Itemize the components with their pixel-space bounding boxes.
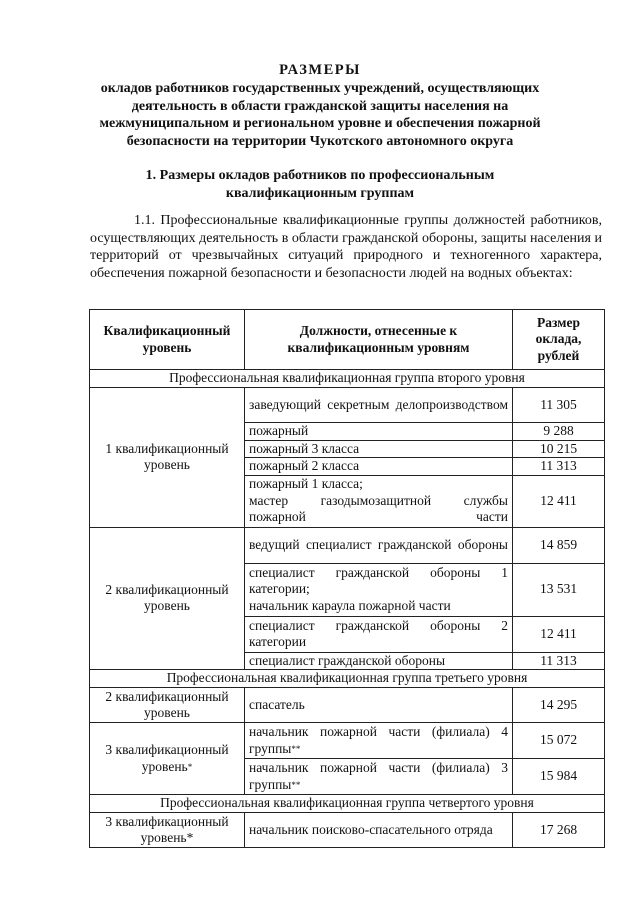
header-salary: Размер оклада, рублей [513,310,605,370]
group-row [90,795,605,813]
level-cell: 3 квалификационный уровень* [90,813,245,848]
position-cell [245,759,513,795]
group-row [90,370,605,388]
amount-cell: 14 295 [513,688,605,723]
subtitle-line: межмуниципальном и региональном уровне и обеспечения пожарной [99,116,541,131]
amount-cell: 11 313 [513,652,605,670]
group-row [90,670,605,688]
table-row [90,723,605,759]
position-cell: пожарный [245,423,513,441]
position-line: пожарный 1 класса; [249,476,363,492]
subtitle-line: деятельность в области гражданской защиты населения на [131,98,509,114]
amount-cell: 13 531 [513,563,605,616]
position-cell: спасатель [245,688,513,723]
salary-table [89,309,605,848]
section-heading-line: 1. Размеры окладов работников по профессиональным [145,168,495,183]
position-text: начальник пожарной части (филиала) 4 группы [249,724,508,756]
header-level: Квалификационный уровень [90,310,245,370]
amount-cell: 12 411 [513,616,605,652]
position-cell: заведующий секретным делопроизводством [245,388,513,423]
amount-cell: 11 313 [513,458,605,476]
position-cell: специалист гражданской обороны 2 категории [245,616,513,652]
table-row [90,688,605,723]
table-row [90,527,605,563]
position-cell [245,563,513,616]
position-cell: начальник поисково-спасательного отряда [245,813,513,848]
footnote-marker: * [187,761,193,772]
footnote-marker: ** [291,779,301,790]
position-cell [245,723,513,759]
position-cell: пожарный 2 класса [245,458,513,476]
footnote-marker: ** [291,743,301,754]
document-title: РАЗМЕРЫ [279,62,361,78]
level-cell: 2 квалификационный уровень [90,527,245,670]
table-header-row [90,310,605,370]
amount-cell: 10 215 [513,440,605,458]
position-cell: пожарный 3 класса [245,440,513,458]
level-cell: 1 квалификационный уровень [90,388,245,528]
subtitle-line: окладов работников государственных учреждений, осуществляющих [100,81,540,96]
position-line: специалист гражданской обороны 1 категории; [249,564,508,597]
amount-cell: 12 411 [513,475,605,527]
document-subtitle [0,80,640,150]
position-text: начальник пожарной части (филиала) 3 группы [249,760,508,792]
position-cell [245,475,513,527]
amount-cell: 11 305 [513,388,605,423]
position-cell: специалист гражданской обороны [245,652,513,670]
level-cell: 2 квалификационный уровень [90,688,245,723]
section-heading-line: квалификационным группам [225,185,415,201]
position-line: мастер газодымозащитной службы пожарной части [249,492,508,525]
table-row [90,813,605,848]
level-label: 3 квалификационный уровень [105,742,229,774]
amount-cell: 15 072 [513,723,605,759]
section-heading [0,167,640,202]
position-line: начальник караула пожарной части [249,597,451,613]
subtitle-line: безопасности на территории Чукотского автономного округа [126,133,514,149]
table-row [90,388,605,423]
level-cell [90,723,245,795]
group-title: Профессиональная квалификационная группа второго уровня [90,370,605,388]
amount-cell: 17 268 [513,813,605,848]
amount-cell: 9 288 [513,423,605,441]
amount-cell: 15 984 [513,759,605,795]
header-positions: Должности, отнесенные к квалификационным уровням [245,310,513,370]
amount-cell: 14 859 [513,527,605,563]
position-cell: ведущий специалист гражданской обороны [245,527,513,563]
group-title: Профессиональная квалификационная группа третьего уровня [90,670,605,688]
intro-paragraph [90,212,602,283]
group-title: Профессиональная квалификационная группа четвертого уровня [90,795,605,813]
paragraph-text: 1.1. Профессиональные квалификационные группы должностей работников, осуществляющих деятельность в области гражданской обороны, защиты населения и территорий от чрезвычайных ситуаций природного и техногенного характера, обеспечения пожарной безопасности и безопасности людей на водных объектах: [90,213,602,282]
